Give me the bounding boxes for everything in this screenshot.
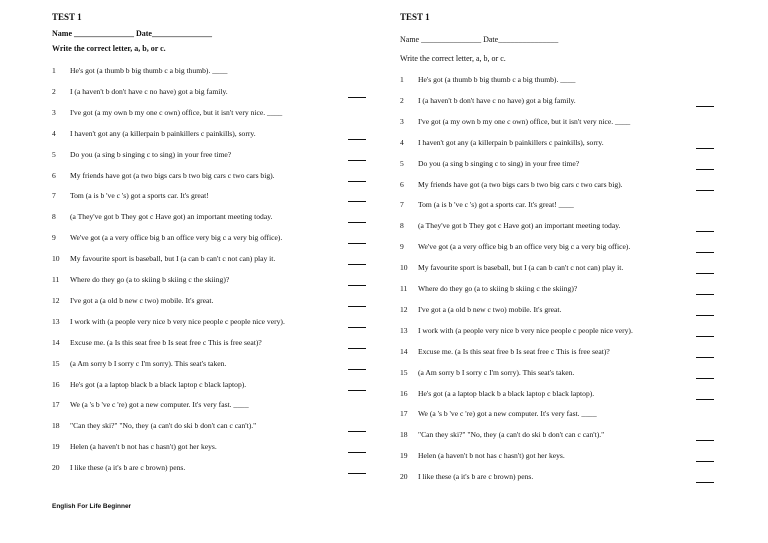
answer-blank[interactable] xyxy=(348,431,366,432)
question-number: 2 xyxy=(52,86,56,96)
question-number: 19 xyxy=(52,442,60,452)
question-number: 1 xyxy=(400,75,404,84)
question-item xyxy=(400,326,730,338)
question-number: 10 xyxy=(52,254,60,264)
answer-blank[interactable] xyxy=(696,273,714,274)
question-number: 19 xyxy=(400,451,408,461)
question-number: 5 xyxy=(400,158,404,168)
question-text: Do you (a sing b singing c to sing) in your free time? xyxy=(70,149,232,159)
question-number: 18 xyxy=(52,421,60,431)
question-text: I haven't got any (a killerpain b painkillers c painkills), sorry. xyxy=(418,137,604,147)
answer-blank[interactable] xyxy=(348,285,366,286)
question-number: 13 xyxy=(400,325,408,335)
question-item xyxy=(52,380,382,392)
answer-blank[interactable] xyxy=(348,201,366,202)
answer-blank[interactable] xyxy=(348,348,366,349)
name-date-line: Name _______________ Date_______________ xyxy=(52,29,212,38)
question-item xyxy=(400,138,730,150)
question-text: I've got (a my own b my one c own) office, but it isn't very nice. ____ xyxy=(418,116,631,126)
question-item xyxy=(52,463,382,475)
question-text: We've got (a a very office big b an office very big c a very big office). xyxy=(70,233,283,243)
question-item xyxy=(52,233,382,245)
question-item xyxy=(400,284,730,296)
question-number: 15 xyxy=(400,367,408,377)
question-text: He's got (a a laptop black b a black laptop c black laptop). xyxy=(70,379,247,389)
question-number: 4 xyxy=(52,128,56,138)
question-text: "Can they ski?" "No, they (a can't do ski b don't can c can't)." xyxy=(70,421,257,431)
answer-blank[interactable] xyxy=(696,461,714,462)
question-item xyxy=(52,338,382,350)
question-number: 16 xyxy=(400,388,408,398)
question-item xyxy=(400,368,730,380)
question-text: Tom (a is b 've c 's) got a sports car. It's great! ____ xyxy=(418,200,574,210)
question-item xyxy=(400,75,730,87)
question-text: I've got a (a old b new c two) mobile. It's great. xyxy=(418,304,562,314)
answer-blank[interactable] xyxy=(348,160,366,161)
question-item xyxy=(52,421,382,433)
answer-blank[interactable] xyxy=(696,399,714,400)
question-text: (a They've got b They got c Have got) an important meeting today. xyxy=(418,221,621,231)
question-text: Do you (a sing b singing c to sing) in your free time? xyxy=(418,158,580,168)
question-number: 14 xyxy=(400,346,408,356)
question-text: He's got (a thumb b big thumb c a big thumb). ____ xyxy=(418,75,576,84)
footer-text: English For Life Beginner xyxy=(52,503,132,510)
question-item xyxy=(52,442,382,454)
question-item xyxy=(400,263,730,275)
question-text: We (a 's b 've c 're) got a new computer. It's very fast. ____ xyxy=(418,409,597,419)
answer-blank[interactable] xyxy=(696,440,714,441)
question-item xyxy=(52,108,382,120)
answer-blank[interactable] xyxy=(696,106,714,107)
question-number: 3 xyxy=(400,116,404,126)
question-number: 17 xyxy=(52,400,60,410)
question-item xyxy=(400,389,730,401)
question-text: Helen (a haven't b not has c hasn't) got her keys. xyxy=(418,451,565,461)
answer-blank[interactable] xyxy=(696,190,714,191)
answer-blank[interactable] xyxy=(348,390,366,391)
answer-blank[interactable] xyxy=(696,252,714,253)
answer-blank[interactable] xyxy=(348,369,366,370)
question-item xyxy=(52,254,382,266)
question-text: (a Am sorry b I sorry c I'm sorry). This seat's taken. xyxy=(418,367,575,377)
question-number: 12 xyxy=(400,304,408,314)
answer-blank[interactable] xyxy=(348,452,366,453)
answer-blank[interactable] xyxy=(348,222,366,223)
question-number: 1 xyxy=(52,66,56,75)
question-text: (a They've got b They got c Have got) an important meeting today. xyxy=(70,212,273,222)
test-title: TEST 1 xyxy=(400,12,430,22)
question-item xyxy=(400,347,730,359)
question-number: 20 xyxy=(400,472,408,482)
question-item xyxy=(52,359,382,371)
question-item xyxy=(52,87,382,99)
question-number: 7 xyxy=(400,200,404,210)
question-number: 20 xyxy=(52,463,60,473)
instruction: Write the correct letter, a, b, or c. xyxy=(52,44,166,53)
question-text: He's got (a thumb b big thumb c a big thumb). ____ xyxy=(70,66,228,75)
instruction: Write the correct letter, a, b, or c. xyxy=(400,54,506,63)
answer-blank[interactable] xyxy=(696,148,714,149)
answer-blank[interactable] xyxy=(348,139,366,140)
question-text: Tom (a is b 've c 's) got a sports car. It's great! xyxy=(70,191,209,201)
answer-blank[interactable] xyxy=(348,473,366,474)
question-number: 8 xyxy=(52,212,56,222)
question-item xyxy=(400,409,730,421)
question-text: (a Am sorry b I sorry c I'm sorry). This seat's taken. xyxy=(70,358,227,368)
question-item xyxy=(52,129,382,141)
question-text: I work with (a people very nice b very nice people c people nice very). xyxy=(418,325,633,335)
question-text: We (a 's b 've c 're) got a new computer. It's very fast. ____ xyxy=(70,400,249,410)
question-text: Excuse me. (a Is this seat free b Is seat free c This is free seat)? xyxy=(70,337,262,347)
question-item xyxy=(52,171,382,183)
answer-blank[interactable] xyxy=(696,315,714,316)
answer-blank[interactable] xyxy=(696,294,714,295)
question-number: 3 xyxy=(52,107,56,117)
question-item xyxy=(52,317,382,329)
question-number: 11 xyxy=(400,284,408,293)
question-number: 12 xyxy=(52,295,60,305)
answer-blank[interactable] xyxy=(696,231,714,232)
question-item xyxy=(400,117,730,129)
answer-blank[interactable] xyxy=(696,336,714,337)
question-item xyxy=(52,66,382,78)
answer-blank[interactable] xyxy=(696,169,714,170)
question-item xyxy=(52,275,382,287)
question-number: 14 xyxy=(52,337,60,347)
question-item xyxy=(52,212,382,224)
question-number: 9 xyxy=(400,242,404,252)
question-text: I like these (a it's b are c brown) pens. xyxy=(70,463,186,473)
question-number: 5 xyxy=(52,149,56,159)
answer-blank[interactable] xyxy=(348,327,366,328)
question-text: My friends have got (a two bigs cars b two big cars c two cars big). xyxy=(418,179,623,189)
question-item xyxy=(400,200,730,212)
question-item xyxy=(400,472,730,484)
question-number: 7 xyxy=(52,191,56,201)
answer-blank[interactable] xyxy=(348,264,366,265)
question-text: I like these (a it's b are c brown) pens. xyxy=(418,472,534,482)
question-text: My favourite sport is baseball, but I (a can b can't c not can) play it. xyxy=(418,263,624,273)
answer-blank[interactable] xyxy=(348,181,366,182)
question-number: 17 xyxy=(400,409,408,419)
question-text: I haven't got any (a killerpain b painkillers c painkills), sorry. xyxy=(70,128,256,138)
question-text: My friends have got (a two bigs cars b two big cars c two cars big). xyxy=(70,170,275,180)
question-item xyxy=(400,96,730,108)
answer-blank[interactable] xyxy=(696,357,714,358)
question-text: Where do they go (a to skiing b skiing c the skiing)? xyxy=(418,284,578,293)
question-text: I work with (a people very nice b very nice people c people nice very). xyxy=(70,316,285,326)
question-text: We've got (a a very office big b an office very big c a very big office). xyxy=(418,242,631,252)
question-text: Where do they go (a to skiing b skiing c the skiing)? xyxy=(70,275,230,284)
question-number: 8 xyxy=(400,221,404,231)
question-number: 2 xyxy=(400,95,404,105)
question-text: I've got a (a old b new c two) mobile. It's great. xyxy=(70,295,214,305)
answer-blank[interactable] xyxy=(348,243,366,244)
question-item xyxy=(52,296,382,308)
question-text: I (a haven't b don't have c no have) got a big family. xyxy=(418,95,576,105)
answer-blank[interactable] xyxy=(348,306,366,307)
question-item xyxy=(400,159,730,171)
question-number: 18 xyxy=(400,430,408,440)
question-text: Excuse me. (a Is this seat free b Is seat free c This is free seat)? xyxy=(418,346,610,356)
answer-blank[interactable] xyxy=(696,378,714,379)
question-number: 16 xyxy=(52,379,60,389)
question-number: 13 xyxy=(52,316,60,326)
question-item xyxy=(400,451,730,463)
name-date-line: Name _______________ Date_______________ xyxy=(400,35,559,44)
question-text: My favourite sport is baseball, but I (a can b can't c not can) play it. xyxy=(70,254,276,264)
test-title: TEST 1 xyxy=(52,12,82,22)
question-item xyxy=(52,150,382,162)
question-text: Helen (a haven't b not has c hasn't) got her keys. xyxy=(70,442,217,452)
answer-blank[interactable] xyxy=(348,97,366,98)
question-text: I've got (a my own b my one c own) office, but it isn't very nice. ____ xyxy=(70,107,283,117)
question-number: 10 xyxy=(400,263,408,273)
question-number: 9 xyxy=(52,233,56,243)
question-item xyxy=(400,242,730,254)
question-text: "Can they ski?" "No, they (a can't do ski b don't can c can't)." xyxy=(418,430,605,440)
question-number: 6 xyxy=(52,170,56,180)
question-text: I (a haven't b don't have c no have) got a big family. xyxy=(70,86,228,96)
answer-blank[interactable] xyxy=(696,482,714,483)
question-text: He's got (a a laptop black b a black laptop c black laptop). xyxy=(418,388,595,398)
question-number: 4 xyxy=(400,137,404,147)
question-item xyxy=(52,191,382,203)
question-number: 11 xyxy=(52,275,60,284)
question-item xyxy=(400,305,730,317)
question-item xyxy=(400,180,730,192)
question-number: 6 xyxy=(400,179,404,189)
question-item xyxy=(400,221,730,233)
question-item xyxy=(52,400,382,412)
question-item xyxy=(400,430,730,442)
question-number: 15 xyxy=(52,358,60,368)
